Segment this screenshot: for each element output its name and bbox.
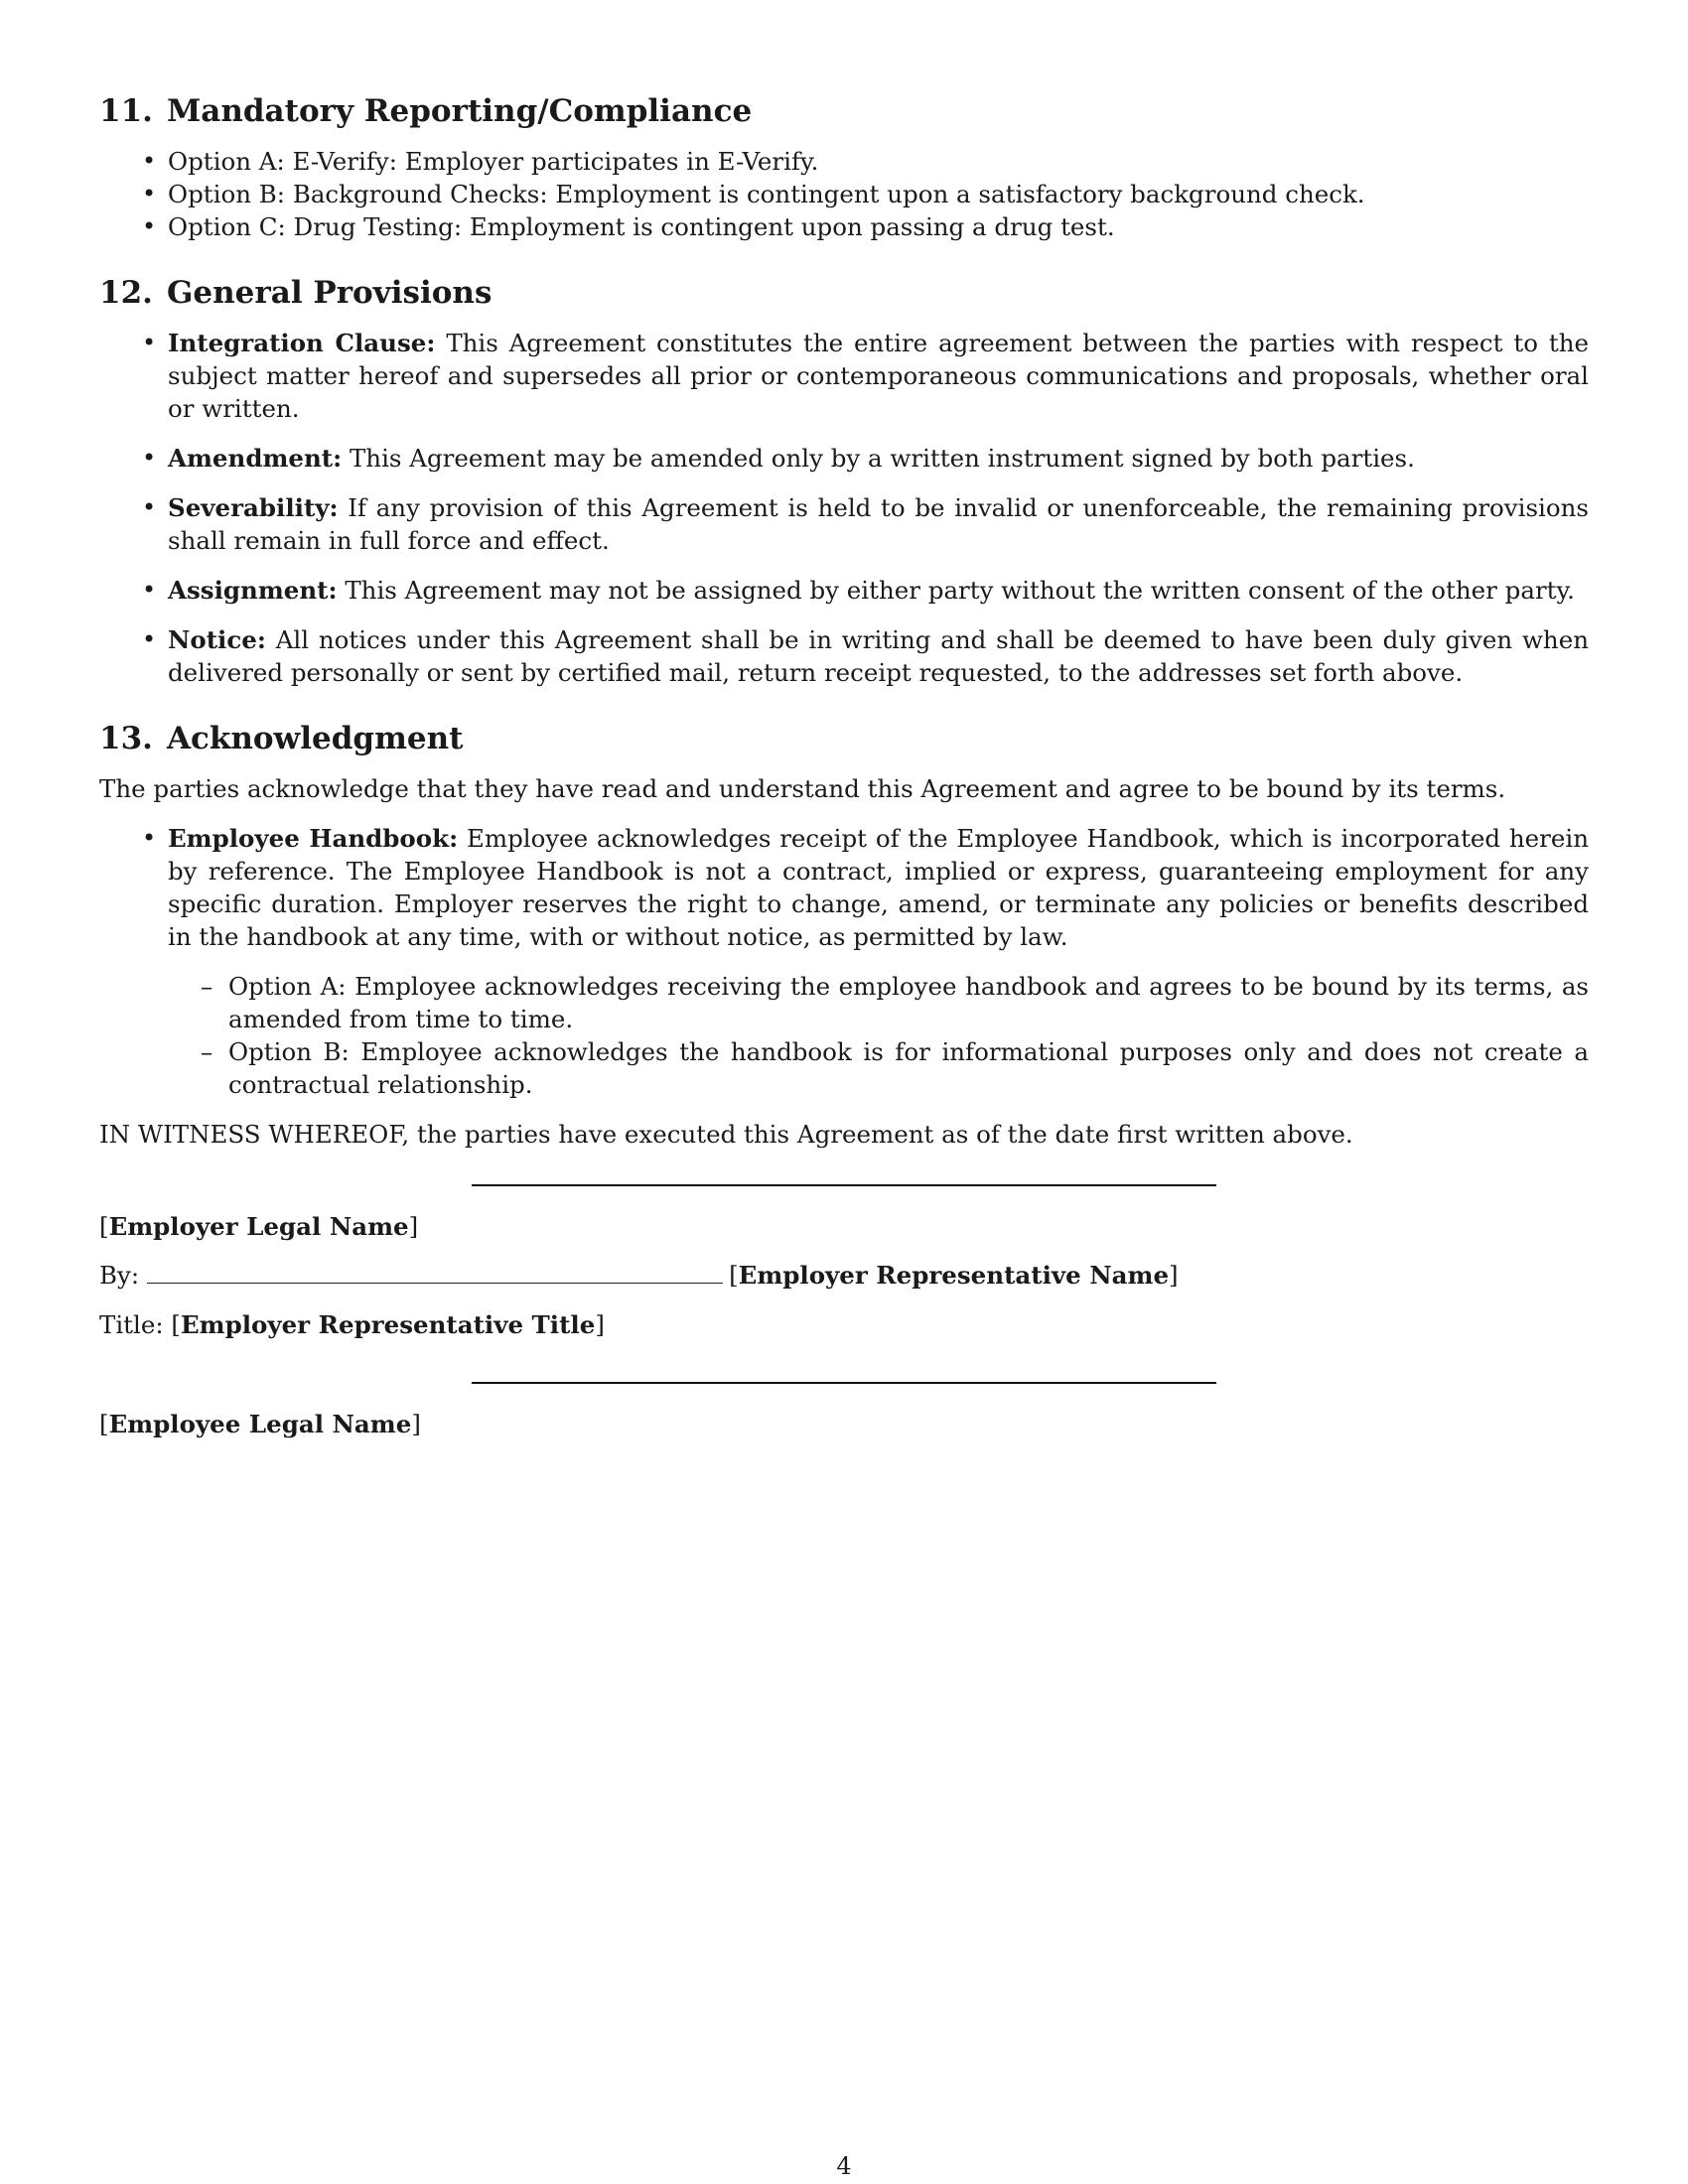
list-item: • Option C: Drug Testing: Employment is contingent upon passing a drug test.	[142, 212, 1115, 241]
option-item: – Option B: Employee acknowledges the handbook is for informational purposes only and does not create a contractual relationship.	[201, 1037, 1589, 1099]
bullet-icon: •	[142, 212, 157, 240]
bullet-icon: •	[142, 576, 157, 604]
bullet-icon: •	[142, 824, 157, 852]
dash-icon: –	[201, 972, 213, 1001]
list-item: • Amendment: This Agreement may be amended only by a written instrument signed by both parties.	[142, 444, 1415, 473]
section-13-list	[99, 822, 1589, 953]
page-number: 4	[836, 2152, 852, 2180]
list-item: • Severability: If any provision of this Agreement is held to be invalid or unenforceable, the remaining provisions shall remain in full force and effect.	[142, 493, 1589, 555]
document-page	[99, 91, 1589, 1151]
list-item: • Option B: Background Checks: Employment is contingent upon a satisfactory background check.	[142, 180, 1365, 208]
section-13-heading: 13. Acknowledgment	[99, 721, 464, 756]
employee-legal-name: [Employee Legal Name]	[99, 1410, 421, 1438]
handbook-options	[99, 970, 1589, 1101]
witness-statement: IN WITNESS WHEREOF, the parties have executed this Agreement as of the date first written above.	[99, 1120, 1353, 1149]
bullet-icon: •	[142, 180, 157, 207]
section-12-heading: 12. General Provisions	[99, 275, 492, 311]
list-item: • Integration Clause: This Agreement constitutes the entire agreement between the parties with respect to the subject matter hereof and supersedes all prior or contemporaneous communications and proposals, whether oral or written.	[142, 329, 1589, 423]
bullet-icon: •	[142, 625, 157, 653]
list-item: • Notice: All notices under this Agreement shall be in writing and shall be deemed to have been duly given when delivered personally or sent by certified mail, return receipt requested, to the addresses set forth above.	[142, 625, 1589, 687]
bullet-icon: •	[142, 329, 157, 356]
section-11-heading: 11. Mandatory Reporting/Compliance	[99, 93, 753, 129]
dash-icon: –	[201, 1037, 213, 1066]
bullet-icon: •	[142, 444, 157, 472]
section-11-list	[99, 145, 1589, 243]
employee-signature-line	[472, 1382, 1216, 1384]
bullet-icon: •	[142, 493, 157, 521]
option-item: – Option A: Employee acknowledges receiving the employee handbook and agrees to be bound by its terms, as amended from time to time.	[201, 972, 1589, 1033]
employer-signature-line	[472, 1184, 1216, 1186]
list-item: • Assignment: This Agreement may not be assigned by either party without the written consent of the other party.	[142, 576, 1575, 605]
employer-title-line: Title: [Employer Representative Title]	[99, 1310, 605, 1339]
employer-by-line: By: [Employer Representative Name]	[99, 1261, 1179, 1290]
list-item: • Employee Handbook: Employee acknowledges receipt of the Employee Handbook, which is incorporated herein by reference. The Employee Handbook is not a contract, implied or express, guaranteeing employment for any specific duration. Employer reserves the right to change, amend, or terminate any policies or benefits described in the handbook at any time, with or without notice, as permitted by law.	[142, 824, 1589, 951]
list-item: • Option A: E-Verify: Employer participates in E-Verify.	[142, 147, 819, 176]
section-12-list	[99, 327, 1589, 689]
employer-legal-name: [Employer Legal Name]	[99, 1212, 419, 1241]
acknowledgment-intro: The parties acknowledge that they have read and understand this Agreement and agree to be bound by its terms.	[99, 774, 1506, 803]
by-signature-blank[interactable]	[147, 1259, 723, 1284]
bullet-icon: •	[142, 147, 157, 175]
